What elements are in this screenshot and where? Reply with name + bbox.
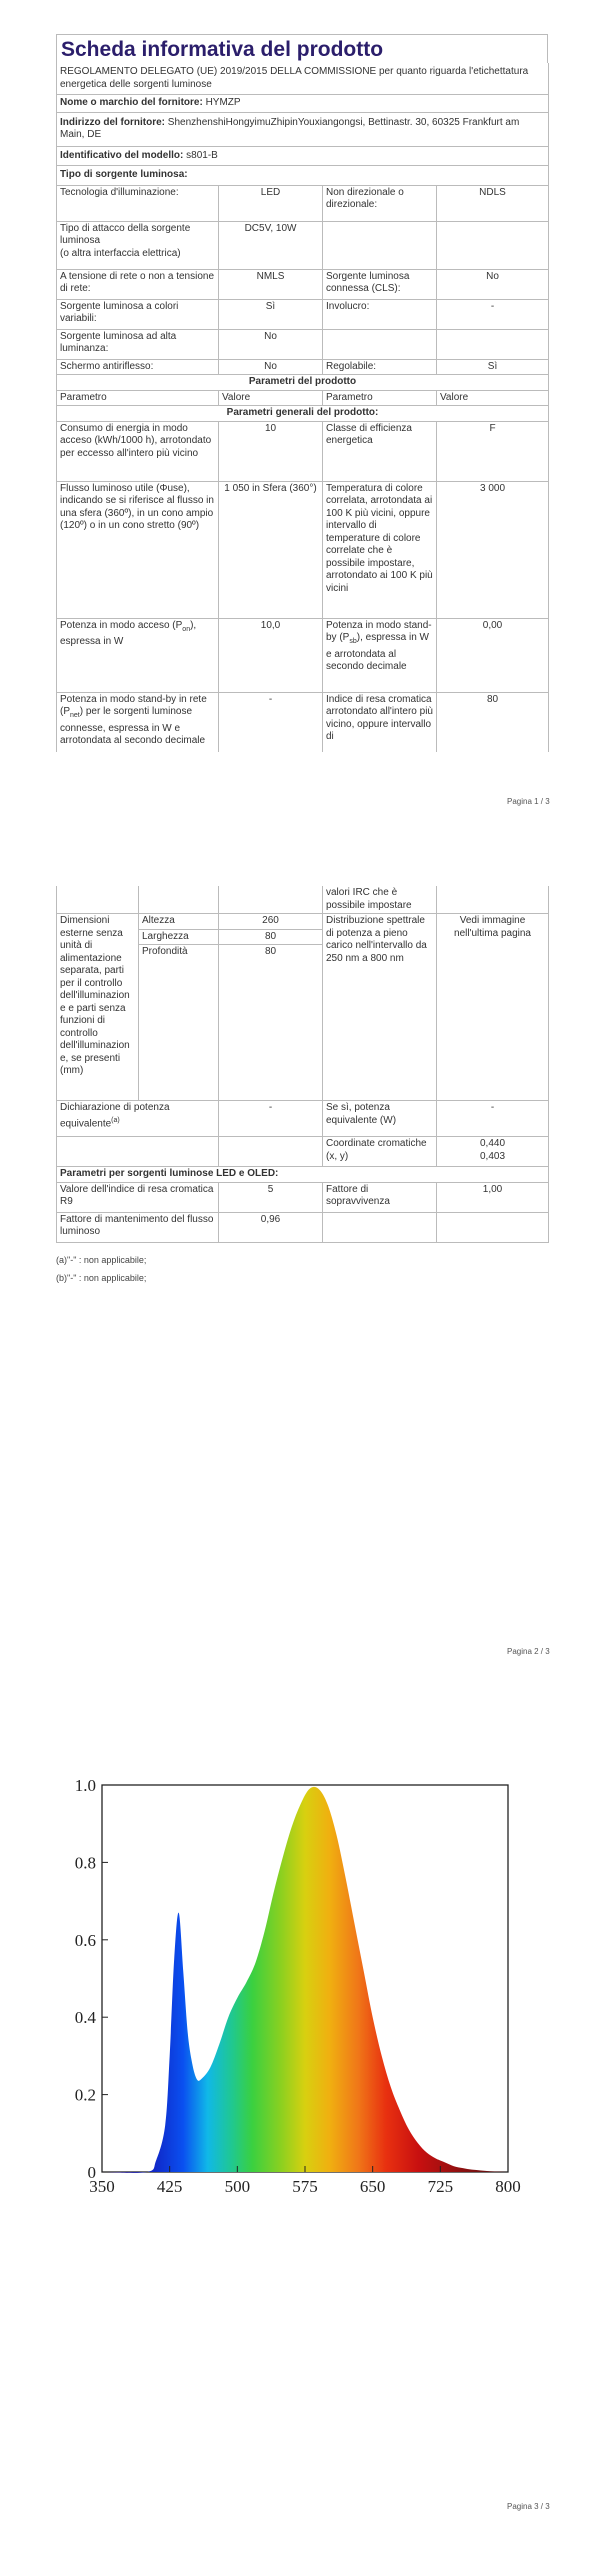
spd-value: Vedi immagine nell'ultima pagina	[437, 914, 549, 1101]
page-1	[0, 0, 603, 820]
eqp-w-label: Se sì, potenza equivalente (W)	[323, 1101, 437, 1137]
psb-label-a: Potenza in modo stand-by (P	[326, 619, 432, 643]
page-number-2: Pagina 2 / 3	[507, 1647, 550, 1656]
eqp-sup: (a)	[111, 1116, 120, 1124]
x-tick-label: 575	[292, 2177, 318, 2196]
params-header: Parametri del prodotto	[57, 375, 549, 391]
cap-value: DC5V, 10W	[219, 221, 323, 269]
dims-label: Dimensioni esterne senza unità di alimentazione separata, parti per il controllo dell'illuminazione e parti senza funzioni di controllo dell'illuminazione, se presenti (mm)	[57, 914, 139, 1101]
nondir-value: NDLS	[437, 185, 549, 221]
col-param-2: Parametro	[323, 390, 437, 406]
pnet-value: -	[219, 692, 323, 752]
energy-label: Consumo di energia in modo acceso (kWh/1000 h), arrotondato per eccesso all'intero più vicino	[57, 421, 219, 481]
y-axis-ticks	[75, 1776, 108, 2182]
x-tick-label: 800	[495, 2177, 521, 2196]
x-tick-label: 500	[224, 2177, 251, 2196]
pnet-label-b: ) per le sorgenti luminose connesse, espressa in W e arrotondata al secondo decimale	[60, 706, 206, 746]
supplier-name-label: Nome o marchio del fornitore:	[60, 97, 203, 108]
model-label: Identificativo del modello:	[60, 149, 184, 161]
spectral-distribution-chart	[0, 1762, 603, 2262]
maint-value: 0,96	[219, 1212, 323, 1242]
eqp-w-value: -	[437, 1101, 549, 1137]
x-tick-label: 425	[156, 2177, 183, 2196]
eff-value: F	[437, 421, 549, 481]
supplier-name-row	[57, 95, 549, 113]
page-number-3: Pagina 3 / 3	[507, 2502, 550, 2511]
tech-value: LED	[219, 185, 323, 221]
xy-y: 0,403	[479, 1150, 506, 1162]
depth-label: Profondità	[139, 945, 219, 1101]
glare-label: Schermo antiriflesso:	[57, 359, 219, 375]
x-tick-label: 350	[89, 2177, 115, 2196]
pon-label	[57, 618, 219, 692]
maint-label: Fattore di mantenimento del flusso luminoso	[57, 1212, 219, 1242]
width-value: 80	[219, 929, 323, 945]
cap-label: Tipo di attacco della sorgente luminosa	[60, 222, 191, 246]
pnet-label-a: Potenza in modo stand-by in rete (P	[60, 693, 207, 717]
regulation-text: REGOLAMENTO DELEGATO (UE) 2019/2015 DELLA COMMISSIONE per quanto riguarda l'etichettatura energetica delle sorgenti luminose	[57, 63, 549, 95]
cct-label: Temperatura di colore correlata, arrotondata ai 100 K più vicini, oppure intervallo di temperature di colore correlate che è possibile impostare, arrotondato ai 100 K più vicini	[323, 481, 437, 618]
general-header: Parametri generali del prodotto:	[57, 406, 549, 422]
pnet-label	[57, 692, 219, 752]
colour-label: Sorgente luminosa a colori variabili:	[57, 299, 219, 329]
supplier-address-label: Indirizzo del fornitore:	[60, 116, 165, 128]
cri-label: Indice di resa cromatica arrotondato all'intero più vicino, oppure intervallo di	[323, 692, 437, 752]
depth-value: 80	[219, 945, 323, 1101]
y-tick-label: 0.8	[74, 1853, 96, 1873]
product-sheet-page-2	[56, 886, 548, 1243]
x-tick-label: 650	[359, 2177, 386, 2196]
height-label: Altezza	[139, 914, 219, 930]
supplier-name-value: HYMZP	[205, 97, 241, 108]
model-row	[57, 146, 549, 166]
cri-label-cont: valori IRC che è possibile impostare	[323, 886, 437, 914]
y-tick-label: 0.4	[74, 2008, 96, 2028]
y-tick-label: 0	[87, 2163, 96, 2182]
col-value-2: Valore	[437, 390, 549, 406]
spectrum-area	[102, 1787, 508, 2173]
envelope-label: Involucro:	[323, 299, 437, 329]
dim-label: Regolabile:	[323, 359, 437, 375]
hl-value: No	[219, 329, 323, 359]
page-number-1: Pagina 1 / 3	[507, 797, 550, 806]
psb-value: 0,00	[437, 618, 549, 692]
pnet-label-sub: net	[70, 712, 80, 719]
colour-value: Sì	[219, 299, 323, 329]
cap-label-cell	[57, 221, 219, 269]
info-table	[56, 63, 549, 752]
psb-label-sub: sb	[349, 638, 357, 645]
pon-label-b: ), espressa in W	[60, 619, 197, 647]
surv-value: 1,00	[437, 1182, 549, 1212]
psb-label	[323, 618, 437, 692]
xy-x: 0,440	[479, 1138, 506, 1149]
xy-values	[437, 1137, 549, 1167]
hl-label: Sorgente luminosa ad alta luminanza:	[57, 329, 219, 359]
eff-label: Classe di efficienza energetica	[323, 421, 437, 481]
document-title: Scheda informativa del prodotto	[56, 34, 548, 63]
y-tick-label: 0.2	[74, 2085, 96, 2105]
flux-value: 1 050 in Sfera (360°)	[219, 481, 323, 618]
col-param-1: Parametro	[57, 390, 219, 406]
cls-label: Sorgente luminosa connessa (CLS):	[323, 269, 437, 299]
cct-value: 3 000	[437, 481, 549, 618]
psb-label-b: ), espressa in W e arrotondata al secondo decimale	[326, 632, 429, 672]
cls-value: No	[437, 269, 549, 299]
pon-value: 10,0	[219, 618, 323, 692]
x-tick-label: 725	[427, 2177, 454, 2196]
cap-label-2: (o altra interfaccia elettrica)	[60, 247, 181, 259]
tech-label: Tecnologia d'illuminazione:	[57, 185, 219, 221]
eqp-label	[57, 1101, 219, 1137]
r9-value: 5	[219, 1182, 323, 1212]
flux-label: Flusso luminoso utile (Φuse), indicando se si riferisce al flusso in una sfera (360º), in un cono ampio (120º) o in un cono stretto (90º)	[57, 481, 219, 618]
footnote-a: (a)"-" : non applicabile;	[56, 1255, 147, 1265]
pon-label-a: Potenza in modo acceso (P	[60, 619, 183, 631]
width-label: Larghezza	[139, 929, 219, 945]
supplier-address-value: ShenzhenshiHongyimuZhipinYouxiangongsi, Bettinastr. 30, 60325 Frankfurt am Main, DE	[60, 116, 520, 140]
energy-value: 10	[219, 421, 323, 481]
pon-label-sub: on	[182, 625, 191, 633]
surv-label: Fattore di sopravvivenza	[323, 1182, 437, 1212]
height-value: 260	[219, 914, 323, 930]
glare-value: No	[219, 359, 323, 375]
y-tick-label: 1.0	[74, 1776, 96, 1795]
dim-value: Sì	[437, 359, 549, 375]
mains-value: NMLS	[219, 269, 323, 299]
cri-value: 80	[437, 692, 549, 752]
source-type-label: Tipo di sorgente luminosa:	[57, 166, 549, 186]
led-header: Parametri per sorgenti luminose LED e OLED:	[57, 1167, 549, 1183]
product-sheet-page-1	[56, 34, 548, 752]
col-value-1: Valore	[219, 390, 323, 406]
r9-label: Valore dell'indice di resa cromatica R9	[57, 1182, 219, 1212]
page-2	[0, 880, 603, 1720]
eqp-label-text: Dichiarazione di potenza equivalente	[60, 1102, 170, 1129]
eqp-value: -	[219, 1101, 323, 1137]
envelope-value: -	[437, 299, 549, 329]
info-table-2	[56, 886, 549, 1243]
plot-area	[75, 1776, 521, 2196]
spd-label: Distribuzione spettrale di potenza a pieno carico nell'intervallo da 250 nm a 800 nm	[323, 914, 437, 1101]
model-value: s801-B	[186, 149, 218, 161]
xy-label: Coordinate cromatiche (x, y)	[323, 1137, 437, 1167]
footnote-b: (b)"-" : non applicabile;	[56, 1273, 147, 1283]
nondir-label: Non direzionale o direzionale:	[323, 185, 437, 221]
mains-label: A tensione di rete o non a tensione di rete:	[57, 269, 219, 299]
y-tick-label: 0.6	[74, 1930, 96, 1950]
supplier-address-row	[57, 112, 549, 146]
